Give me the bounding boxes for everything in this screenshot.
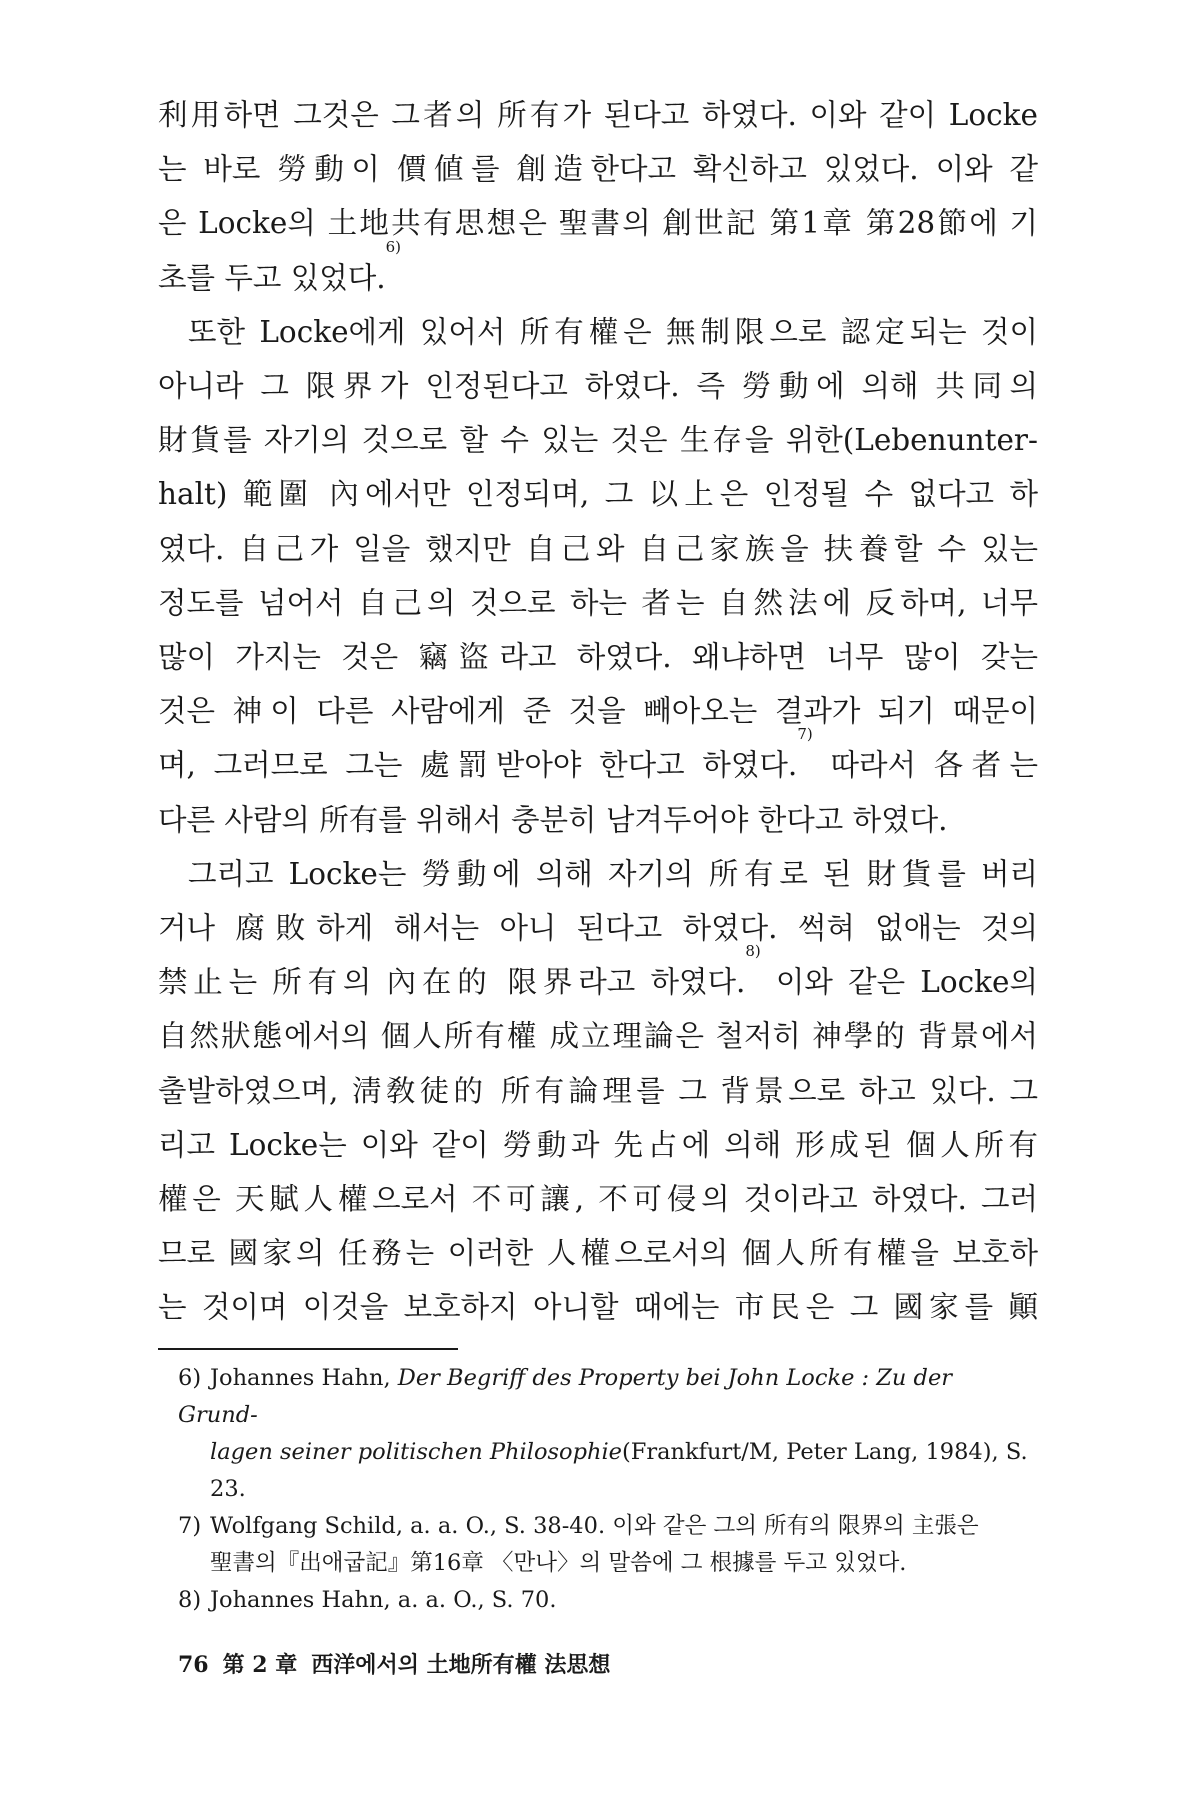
footnote-ref-7: 7)	[797, 725, 813, 744]
body-line-8: halt) 範圍 內에서만 인정되며, 그 以上은 인정될 수 없다고 하	[158, 477, 1038, 512]
body-line-16: 거나 腐敗하게 해서는 아니 된다고 하였다. 썩혀 없애는 것의	[158, 911, 1038, 946]
body-line-17-text-b: 이와 같은 Locke의	[760, 965, 1038, 1000]
body-line-14: 다른 사람의 所有를 위해서 충분히 남겨두어야 한다고 하였다.	[158, 802, 948, 837]
footnote-8-line-1: Johannes Hahn, a. a. O., S. 70.	[210, 1587, 557, 1613]
footnote-6-number: 6)	[178, 1365, 202, 1391]
page-number: 76	[178, 1652, 209, 1678]
footnote-6-publication: (Frankfurt/M, Peter Lang, 1984), S. 23.	[210, 1439, 1028, 1502]
body-line-7: 財貨를 자기의 것으로 할 수 있는 것은 生存을 위한(Lebenunter-	[158, 423, 1038, 458]
footnote-6-author: Johannes Hahn,	[210, 1365, 398, 1391]
chapter-title: 西洋에서의 土地所有權 法思想	[311, 1652, 611, 1678]
body-line-10: 정도를 넘어서 自己의 것으로 하는 者는 自然法에 反하며, 너무	[158, 585, 1038, 620]
body-line-4	[158, 237, 1038, 305]
body-line-6: 아니라 그 限界가 인정된다고 하였다. 즉 勞動에 의해 共同의	[158, 369, 1038, 404]
footnote-7-number: 7)	[178, 1513, 202, 1539]
footnote-6-cont	[178, 1434, 1038, 1508]
footnote-8-number: 8)	[178, 1587, 202, 1613]
footnote-7-line-1: Wolfgang Schild, a. a. O., S. 38-40. 이와 같은 그의 所有의 限界의 主張은	[210, 1513, 979, 1539]
body-line-4-text: 초를 두고 있었다.	[158, 260, 386, 295]
body-text	[158, 88, 1038, 1335]
body-line-9: 였다. 自己가 일을 했지만 自己와 自己家族을 扶養할 수 있는	[158, 531, 1038, 566]
footnote-ref-8: 8)	[745, 942, 761, 961]
body-line-3: 은 Locke의 土地共有思想은 聖書의 創世記 第1章 第28節에 기	[158, 206, 1038, 241]
footnote-ref-6: 6)	[385, 237, 402, 256]
footnote-8	[178, 1582, 1038, 1619]
footnote-6-title: Der Begriff des Property bei John Locke : Zu der Grund-	[178, 1365, 953, 1428]
chapter-label: 第 2 章	[222, 1652, 298, 1678]
body-line-19: 출발하였으며, 淸敎徒的 所有論理를 그 背景으로 하고 있다. 그	[158, 1073, 1038, 1108]
body-line-11: 많이 가지는 것은 竊盜라고 하였다. 왜냐하면 너무 많이 갖는	[158, 640, 1038, 675]
body-line-20: 리고 Locke는 이와 같이 勞動과 先占에 의해 形成된 個人所有	[158, 1127, 1038, 1162]
body-line-15: 그리고 Locke는 勞動에 의해 자기의 所有로 된 財貨를 버리	[188, 856, 1038, 891]
body-line-2: 는 바로 勞動이 價値를 創造한다고 확신하고 있었다. 이와 같	[158, 152, 1038, 187]
body-line-13-text-b: 따라서 各者는	[812, 748, 1039, 783]
body-line-12: 것은 神이 다른 사람에게 준 것을 빼아오는 결과가 되기 때문이	[158, 694, 1038, 729]
body-line-1: 利用하면 그것은 그者의 所有가 된다고 하였다. 이와 같이 Locke	[158, 98, 1038, 132]
footnote-6-title-cont: lagen seiner politischen Philosophie	[210, 1439, 622, 1465]
body-line-23: 는 것이며 이것을 보호하지 아니할 때에는 市民은 그 國家를 顚	[158, 1290, 1038, 1325]
footnote-6	[178, 1360, 1038, 1508]
page-footer	[178, 1648, 624, 1679]
footnote-7	[178, 1508, 1038, 1582]
body-line-17-text-a: 禁止는 所有의 內在的 限界라고 하였다.	[158, 965, 746, 1000]
footnote-7-line-2: 聖書의『出애굽記』第16章 〈만나〉의 말씀에 그 根據를 두고 있었다.	[210, 1550, 907, 1576]
footnotes	[178, 1360, 1038, 1619]
body-line-13-text-a: 며, 그러므로 그는 處罰받아야 한다고 하였다.	[158, 748, 798, 783]
body-line-18: 自然狀態에서의 個人所有權 成立理論은 철저히 神學的 背景에서	[158, 1019, 1038, 1054]
body-line-17	[158, 942, 1038, 1009]
body-line-5: 또한 Locke에게 있어서 所有權은 無制限으로 認定되는 것이	[188, 314, 1038, 349]
body-line-21: 權은 天賦人權으로서 不可讓, 不可侵의 것이라고 하였다. 그러	[158, 1182, 1038, 1217]
body-line-13	[158, 725, 1039, 792]
footnote-divider	[158, 1348, 458, 1350]
body-line-22: 므로 國家의 任務는 이러한 人權으로서의 個人所有權을 보호하	[158, 1236, 1038, 1271]
